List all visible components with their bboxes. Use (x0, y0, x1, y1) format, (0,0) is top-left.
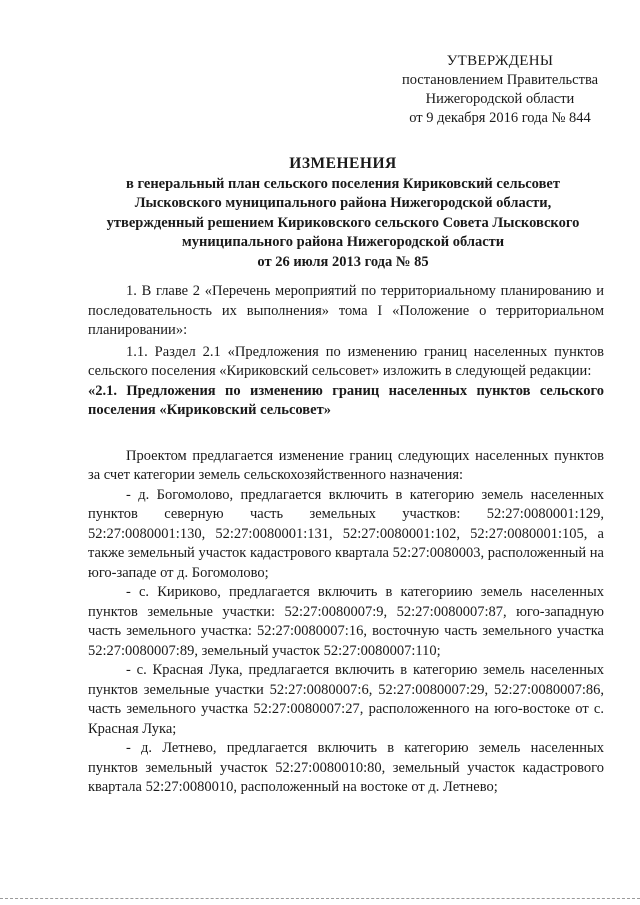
title-line: утвержденный решением Кириковского сельского Совета Лысковского (106, 214, 580, 231)
title-line: в генеральный план сельского поселения Кириковский сельсовет (126, 175, 560, 192)
title-date-line: от 26 июля 2013 года № 85 (257, 253, 429, 270)
title-line: муниципального района Нижегородской области (181, 234, 505, 250)
document-title: ИЗМЕНЕНИЯ (289, 155, 397, 172)
approval-line: постановлением Правительства (401, 72, 599, 88)
list-item: - с. Красная Лука, предлагается включить в категорию земель населенных пунктов земельные участки 52:27:0080007:6, 52:27:0080007:29, 52:27:0080007:86, часть земельного участка 52:27:0080007:27, расположенного на юго-востоке от с. Красная Лука; (88, 662, 604, 737)
paragraph: 1.1. Раздел 2.1 «Предложения по изменению границ населенных пунктов сельского поселения «Кириковский сельсовет» изложить в следующей редакции: (88, 343, 604, 379)
list-item: - с. Кириково, предлагается включить в категориию земель населенных пунктов земельные участки: 52:27:0080007:9, 52:27:0080007:87, юго-западную часть земельного участка: 52:27:0080007:16, восточную часть земельного участка 52:27:0080007:89, земельный участок 52:27:0080007:110; (88, 584, 604, 659)
approval-line: Нижегородской области (425, 91, 575, 107)
paragraph: Проектом предлагается изменение границ следующих населенных пунктов за счет категории земель сельскохозяйственного назначения: (88, 447, 604, 483)
document-title-block (88, 154, 598, 272)
document-body (88, 282, 604, 798)
section-subheading: «2.1. Предложения по изменению границ населенных пунктов сельского поселения «Кириковский сельсовет» (88, 382, 604, 418)
paragraph: 1. В главе 2 «Перечень мероприятий по территориальному планированию и последовательность их выполнения» тома I «Положение о территориальном планировании»: (88, 283, 604, 338)
title-line: Лысковского муниципального района Нижегородской области, (134, 195, 552, 211)
approval-stamp (380, 52, 620, 128)
list-item: - д. Летнево, предлагается включить в категорию земель населенных пунктов земельный участок 52:27:0080010:80, земельный участок кадастрового квартала 52:27:0080010, расположенный на востоке от д. Летнево; (88, 740, 604, 795)
approval-date-line: от 9 декабря 2016 года № 844 (409, 110, 591, 126)
list-item: - д. Богомолово, предлагается включить в категорию земель населенных пунктов северную часть земельных участков: 52:27:0080001:129, 52:27:0080001:130, 52:27:0080001:131, 52:27:0080001:102, 52:27:0080001:105, а также земельный участок кадастрового квартала 52:27:0080003, расположенный на юго-западе от д. Богомолово; (88, 486, 604, 581)
approval-heading: УТВЕРЖДЕНЫ (446, 53, 554, 69)
scan-edge-line (0, 898, 640, 899)
spacer (88, 421, 604, 447)
